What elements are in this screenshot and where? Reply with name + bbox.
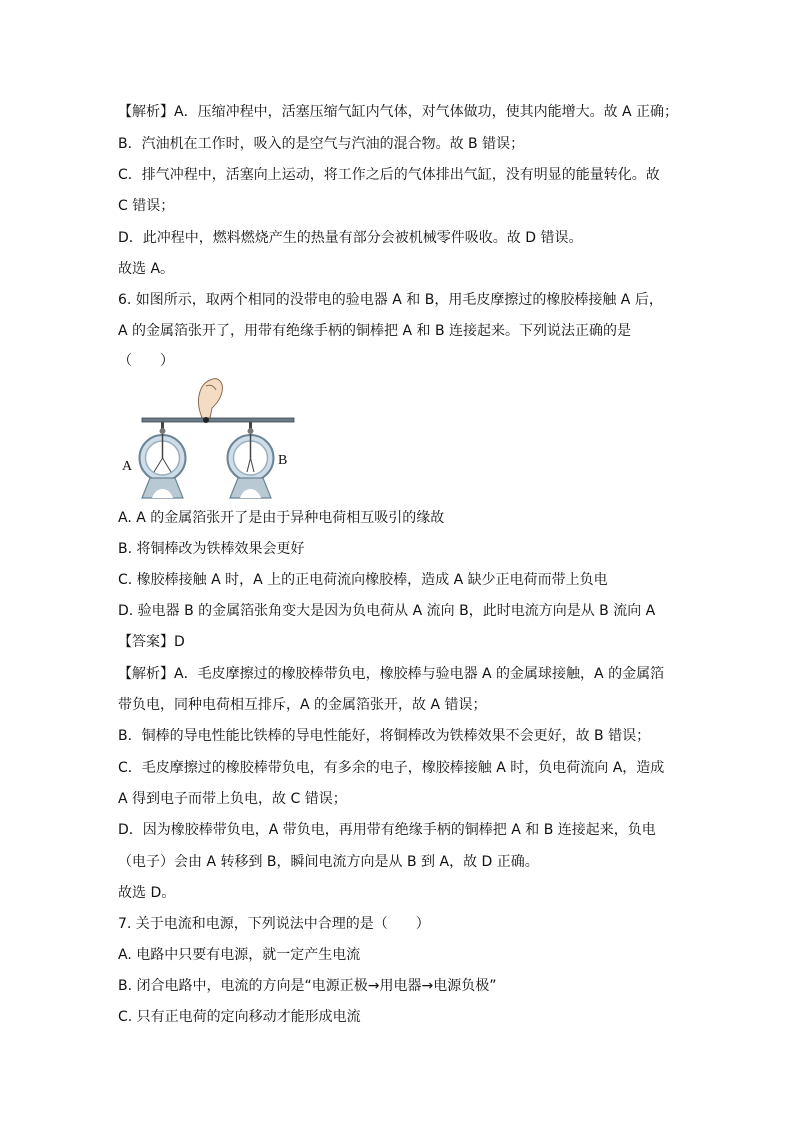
question-6-stem: 6. 如图所示，取两个相同的没带电的验电器 A 和 B，用毛皮摩擦过的橡胶棒接触 A 后， xyxy=(118,292,663,308)
text-line: B．铜棒的导电性能比铁棒的导电性能好，将铜棒改为铁棒效果不会更好，故 B 错误； xyxy=(118,728,651,744)
label-b: B xyxy=(278,453,288,468)
option-c: C. 橡胶棒接触 A 时，A 上的正电荷流向橡胶棒，造成 A 缺少正电荷而带上负电 xyxy=(118,572,608,588)
electroscope-figure xyxy=(116,374,306,504)
text-line: C．排气冲程中，活塞向上运动，将工作之后的气体排出气缸，没有明显的能量转化。故 xyxy=(118,167,660,183)
option-b: B. 闭合电路中，电流的方向是“电源正极→用电器→电源负极” xyxy=(118,978,497,994)
text-line: 故选 A。 xyxy=(118,261,175,277)
text-line: 带负电，同种电荷相互排斥，A 的金属箔张开，故 A 错误； xyxy=(118,697,487,713)
question-6-stem: A 的金属箔张开了，用带有绝缘手柄的铜棒把 A 和 B 连接起来。下列说法正确的是 xyxy=(118,323,632,339)
option-b: B. 将铜棒改为铁棒效果会更好 xyxy=(118,541,305,557)
electroscope-a xyxy=(140,422,186,498)
text-line: B．汽油机在工作时，吸入的是空气与汽油的混合物。故 B 错误； xyxy=(118,136,525,152)
answer-line: 【答案】D xyxy=(118,634,185,650)
text-line: 故选 D。 xyxy=(118,885,176,901)
copper-rod xyxy=(142,418,294,422)
option-a: A. 电路中只要有电源，就一定产生电流 xyxy=(118,947,361,963)
electroscope-b xyxy=(228,422,274,498)
label-a: A xyxy=(122,459,133,474)
hand-icon xyxy=(198,379,222,418)
text-line: A 得到电子而带上负电，故 C 错误； xyxy=(118,791,347,807)
question-7-stem: 7. 关于电流和电源，下列说法中合理的是（ ） xyxy=(118,916,430,932)
text-line: 【解析】A．毛皮摩擦过的橡胶棒带负电，橡胶棒与验电器 A 的金属球接触，A 的金属箔 xyxy=(118,666,665,682)
text-line: D．因为橡胶棒带负电，A 带负电，再用带有绝缘手柄的铜棒把 A 和 B 连接起来，负电 xyxy=(118,822,656,838)
text-line: 【解析】A．压缩冲程中，活塞压缩气缸内气体，对气体做功，使其内能增大。故 A 正确； xyxy=(118,104,679,120)
text-line: （电子）会由 A 转移到 B，瞬间电流方向是从 B 到 A，故 D 正确。 xyxy=(118,854,539,870)
option-a: A. A 的金属箔张开了是由于异种电荷相互吸引的缘故 xyxy=(118,510,445,526)
option-d: D. 验电器 B 的金属箔张角变大是因为负电荷从 A 流向 B，此时电流方向是从 B 流向 A xyxy=(118,603,656,619)
text-line: D．此冲程中，燃料燃烧产生的热量有部分会被机械零件吸收。故 D 错误。 xyxy=(118,230,583,246)
text-line: C．毛皮摩擦过的橡胶棒带负电，有多余的电子，橡胶棒接触 A 时，负电荷流向 A，造成 xyxy=(118,760,665,776)
electroscope-diagram xyxy=(116,374,306,504)
option-c: C. 只有正电荷的定向移动才能形成电流 xyxy=(118,1009,361,1025)
text-line: C 错误； xyxy=(118,198,175,214)
answer-blank: （ ） xyxy=(118,353,174,369)
